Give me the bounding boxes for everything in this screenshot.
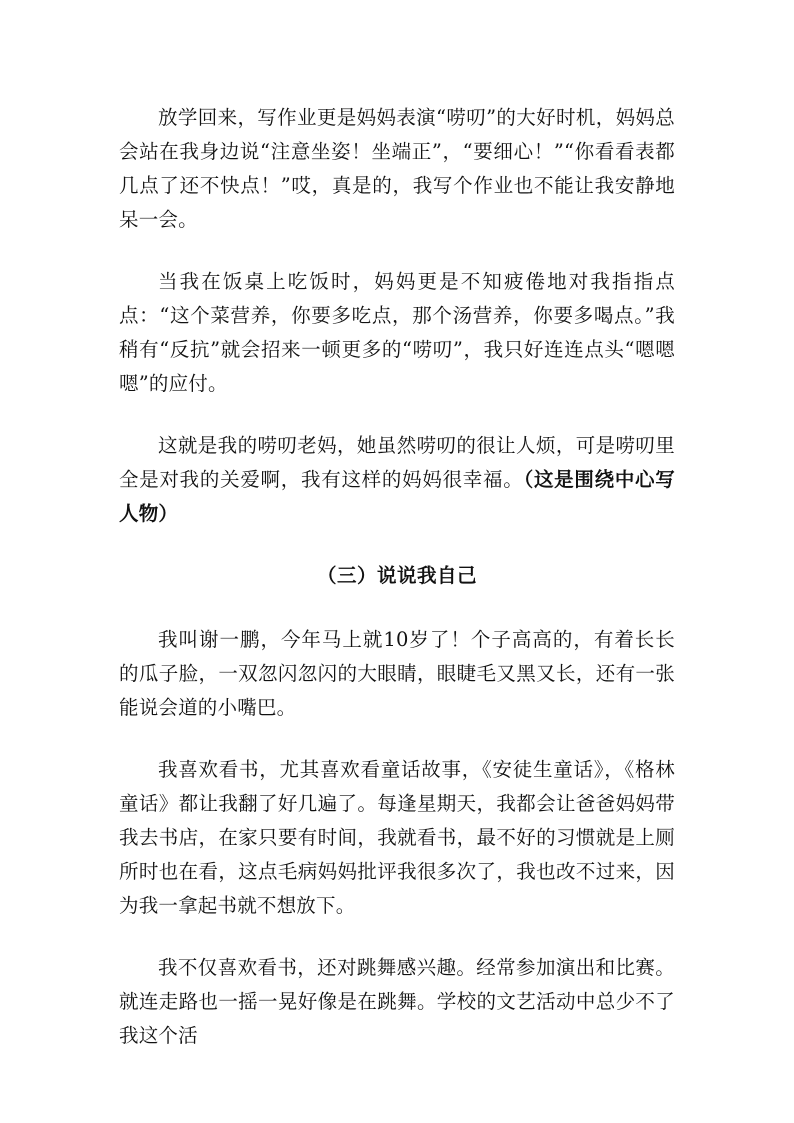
closing-text: 这就是我的唠叨老妈，她虽然唠叨的很让人烦，可是唠叨里全是对我的关爱啊，我有这样的妈妈很幸福。 xyxy=(119,434,675,491)
paragraph-dinner: 当我在饭桌上吃饭时，妈妈更是不知疲倦地对我指指点点：“这个菜营养，你要多吃点，那个汤营养，你要多喝点。”我稍有“反抗”就会招来一顿更多的“唠叨”，我只好连连点头“嗯嗯嗯”的应付。 xyxy=(119,270,675,395)
paragraph-dancing: 我不仅喜欢看书，还对跳舞感兴趣。经常参加演出和比赛。就连走路也一摇一晃好像是在跳舞。学校的文艺活动中总少不了我这个活 xyxy=(119,956,675,1047)
section-heading: （三）说说我自己 xyxy=(316,564,477,587)
document-body xyxy=(119,101,675,1081)
closing-note: （这是围绕中心写人物） xyxy=(119,468,675,525)
paragraph-reading: 我喜欢看书，尤其喜欢看童话故事，《安徒生童话》，《格林童话》都让我翻了好几遍了。每逢星期天，我都会让爸爸妈妈带我去书店，在家只要有时间，我就看书，最不好的习惯就是上厕所时也在看，这点毛病妈妈批评我很多次了，我也改不过来，因为我一拿起书就不想放下。 xyxy=(119,758,675,917)
paragraph-closing xyxy=(119,429,675,531)
paragraph-homework: 放学回来，写作业更是妈妈表演“唠叨”的大好时机，妈妈总会站在我身边说“注意坐姿！坐端正”，“要细心！”“你看看表都几点了还不快点！”哎，真是的，我写个作业也不能让我安静地呆一会。 xyxy=(119,106,675,231)
paragraph-self-intro: 我叫谢一鹏，今年马上就10岁了！个子高高的，有着长长的瓜子脸，一双忽闪忽闪的大眼睛，眼睫毛又黑又长，还有一张能说会道的小嘴巴。 xyxy=(119,628,675,719)
